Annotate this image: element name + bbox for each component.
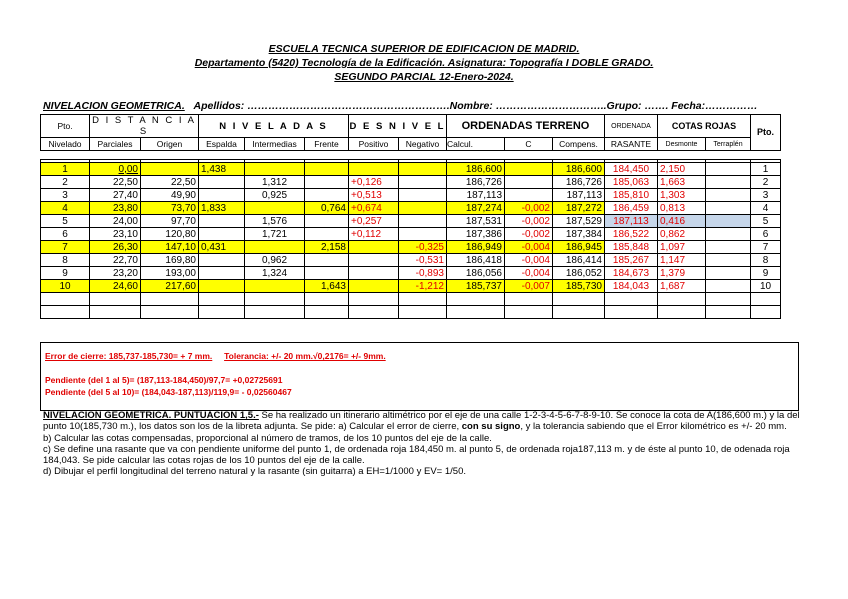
cell-desm: 1,303 [658, 189, 706, 202]
cell-desm: 1,097 [658, 241, 706, 254]
positivo-header: Positivo [349, 138, 399, 151]
cell-esp [199, 228, 245, 241]
cell-comp: 186,414 [553, 254, 605, 267]
cell-pto2: 5 [751, 215, 781, 228]
cell-orig: 147,10 [141, 241, 199, 254]
cell-neg: -0,325 [399, 241, 447, 254]
statement-title: NIVELACION GEOMETRICA. PUNTUACION 1,5.- [43, 410, 259, 421]
cell-terr [706, 228, 751, 241]
cell-pos: +0,112 [349, 228, 399, 241]
cell-neg [399, 293, 447, 306]
cell-calc: 187,386 [447, 228, 505, 241]
cell-fre: 2,158 [305, 241, 349, 254]
ordenadas-terreno-header: ORDENADAS TERRENO [447, 115, 605, 138]
student-form-line [43, 100, 758, 112]
statement-p1a: Se ha realizado un itinerario altimétrico por el eje de una calle 1-2-3-4-5-6-7-8-9-10. Se conoce la cota de A(186,600 m.) y la del punto 10(185,730 m.), los datos son los de la libreta adjunta. Se pide: a) Calcular el error de cierre, [43, 410, 800, 433]
cell-c: -0,004 [505, 267, 553, 280]
cell-ras: 185,810 [605, 189, 658, 202]
cell-calc: 187,113 [447, 189, 505, 202]
cell-orig [141, 163, 199, 176]
cell-parc: 27,40 [90, 189, 141, 202]
rasante-header: RASANTE [605, 138, 658, 151]
cell-orig [141, 293, 199, 306]
cell-fre [305, 254, 349, 267]
cell-pto: 10 [41, 280, 90, 293]
cell-desm: 1,379 [658, 267, 706, 280]
cell-desm [658, 293, 706, 306]
cell-inter: 0,925 [245, 189, 305, 202]
pendiente-1-5: Pendiente (del 1 al 5)= (187,113-184,450)/97,7= +0,02725691 [45, 375, 283, 385]
cell-comp: 187,272 [553, 202, 605, 215]
blank-row [41, 306, 781, 319]
cell-pto: 9 [41, 267, 90, 280]
cell-calc [447, 293, 505, 306]
cell-parc: 26,30 [90, 241, 141, 254]
cell-parc [90, 293, 141, 306]
cell-parc: 22,70 [90, 254, 141, 267]
cell-terr [706, 241, 751, 254]
compens-header: Compens. [553, 138, 605, 151]
cell-desm: 0,813 [658, 202, 706, 215]
cell-comp: 186,600 [553, 163, 605, 176]
cell-pto [41, 293, 90, 306]
cell-esp [199, 306, 245, 319]
cell-comp [553, 293, 605, 306]
terraplen-header: Terraplén [706, 138, 751, 151]
cell-neg: -0,531 [399, 254, 447, 267]
cell-desm: 0,862 [658, 228, 706, 241]
cell-neg [399, 228, 447, 241]
table-row [41, 189, 781, 202]
cell-pos: +0,126 [349, 176, 399, 189]
cell-calc: 186,418 [447, 254, 505, 267]
nivelado-header: Nivelado [41, 138, 90, 151]
cell-parc: 24,00 [90, 215, 141, 228]
cell-fre [305, 189, 349, 202]
statement-p4: d) Dibujar el perfil longitudinal del terreno natural y la rasante (sin guitarra) a EH=1/1000 y EV= 1/50. [43, 466, 466, 478]
cell-fre: 1,643 [305, 280, 349, 293]
table-row [41, 202, 781, 215]
cell-ras: 186,522 [605, 228, 658, 241]
calcul-header: Calcul. [447, 138, 505, 151]
cell-neg [399, 306, 447, 319]
cell-esp [199, 254, 245, 267]
cell-pto2: 4 [751, 202, 781, 215]
cell-neg [399, 189, 447, 202]
cell-pto [41, 306, 90, 319]
cell-pos [349, 163, 399, 176]
cell-desm: 1,663 [658, 176, 706, 189]
cell-calc: 186,600 [447, 163, 505, 176]
cell-neg [399, 215, 447, 228]
cell-neg [399, 202, 447, 215]
cell-desm: 0,416 [658, 215, 706, 228]
cell-c: -0,002 [505, 202, 553, 215]
statement-p1c: , y la tolerancia sabiendo que el Error kilométrico es +/- 20 mm. [520, 421, 787, 433]
cell-fre [305, 163, 349, 176]
statement-p1 [43, 410, 808, 433]
cell-c: -0,004 [505, 241, 553, 254]
cell-orig: 120,80 [141, 228, 199, 241]
cell-parc: 24,60 [90, 280, 141, 293]
cell-pto2: 7 [751, 241, 781, 254]
cell-orig: 97,70 [141, 215, 199, 228]
cell-inter [245, 163, 305, 176]
cell-fre [305, 267, 349, 280]
cell-pos [349, 280, 399, 293]
form-fields: Apellidos: ………………………………………………….Nombre: …………………………..Grupo: ……. Fecha:…………… [193, 100, 758, 112]
cell-esp: 1,438 [199, 163, 245, 176]
cell-pos: +0,257 [349, 215, 399, 228]
statement-p2: b) Calcular las cotas compensadas, proporcional al número de tramos, de los 10 puntos del eje de la calle. [43, 432, 492, 444]
cell-c [505, 189, 553, 202]
cell-orig: 193,00 [141, 267, 199, 280]
results-box [40, 342, 799, 411]
cell-terr [706, 215, 751, 228]
origen-header: Origen [141, 138, 199, 151]
cell-fre [305, 215, 349, 228]
cell-pto2: 8 [751, 254, 781, 267]
cell-terr [706, 267, 751, 280]
cell-inter [245, 241, 305, 254]
cotas-rojas-header: COTAS ROJAS [658, 115, 751, 138]
cell-c [505, 306, 553, 319]
cell-inter [245, 202, 305, 215]
table-row [41, 228, 781, 241]
cell-comp [553, 306, 605, 319]
cell-inter [245, 293, 305, 306]
cell-esp: 1,833 [199, 202, 245, 215]
cell-neg: -0,893 [399, 267, 447, 280]
cell-inter: 1,721 [245, 228, 305, 241]
cell-pto: 2 [41, 176, 90, 189]
cell-comp: 186,052 [553, 267, 605, 280]
levelling-table [40, 159, 781, 319]
form-title: NIVELACION GEOMETRICA. [43, 100, 185, 112]
cell-pto2: 10 [751, 280, 781, 293]
cell-terr [706, 280, 751, 293]
desnivel-header: D E S N I V E L [349, 115, 447, 138]
table-row [41, 280, 781, 293]
cell-c [505, 293, 553, 306]
cell-pto: 8 [41, 254, 90, 267]
niveladas-header: N I V E L A D A S [199, 115, 349, 138]
error-tolerance-line [45, 351, 386, 361]
pto-header: Pto. [41, 115, 90, 138]
cell-esp [199, 189, 245, 202]
cell-orig: 217,60 [141, 280, 199, 293]
cell-esp [199, 280, 245, 293]
cell-pto: 4 [41, 202, 90, 215]
cell-ras: 186,459 [605, 202, 658, 215]
cell-pos: +0,513 [349, 189, 399, 202]
cell-comp: 187,529 [553, 215, 605, 228]
espalda-header: Espalda [199, 138, 245, 151]
cell-inter [245, 280, 305, 293]
pendiente-5-10: Pendiente (del 5 al 10)= (184,043-187,113)/119,9= - 0,02560467 [45, 387, 292, 397]
cell-pto2 [751, 306, 781, 319]
school-title: ESCUELA TECNICA SUPERIOR DE EDIFICACION DE MADRID. [268, 43, 580, 55]
cell-terr [706, 176, 751, 189]
cell-ras: 184,450 [605, 163, 658, 176]
cell-pto: 5 [41, 215, 90, 228]
distancias-header: D I S T A N C I A S [90, 115, 199, 138]
column-header-table [40, 114, 781, 151]
cell-pto: 1 [41, 163, 90, 176]
cell-neg [399, 176, 447, 189]
cell-pto2: 2 [751, 176, 781, 189]
cell-pto: 3 [41, 189, 90, 202]
cell-ras [605, 306, 658, 319]
cell-ras [605, 293, 658, 306]
cell-terr [706, 254, 751, 267]
cell-terr [706, 189, 751, 202]
negativo-header: Negativo [399, 138, 447, 151]
cell-fre [305, 228, 349, 241]
table-row [41, 267, 781, 280]
cell-ras: 187,113 [605, 215, 658, 228]
parciales-header: Parciales [90, 138, 141, 151]
cell-inter [245, 306, 305, 319]
cell-orig: 49,90 [141, 189, 199, 202]
cell-neg [399, 163, 447, 176]
cell-terr [706, 293, 751, 306]
cell-ras: 184,673 [605, 267, 658, 280]
cell-pos: +0,674 [349, 202, 399, 215]
c-header: C [505, 138, 553, 151]
cell-pto2: 6 [751, 228, 781, 241]
cell-c: -0,002 [505, 228, 553, 241]
desmonte-header: Desmonte [658, 138, 706, 151]
cell-pos [349, 306, 399, 319]
cell-pto2 [751, 293, 781, 306]
pto-right-header: Pto. [751, 115, 781, 151]
cell-desm: 2,150 [658, 163, 706, 176]
cell-orig: 169,80 [141, 254, 199, 267]
cell-esp: 0,431 [199, 241, 245, 254]
cell-inter: 1,312 [245, 176, 305, 189]
cell-esp [199, 215, 245, 228]
exam-title: SEGUNDO PARCIAL 12-Enero-2024. [334, 71, 514, 83]
cell-comp: 187,113 [553, 189, 605, 202]
cell-c: -0,007 [505, 280, 553, 293]
intermedias-header: Intermedias [245, 138, 305, 151]
cell-ras: 185,267 [605, 254, 658, 267]
cell-inter: 1,324 [245, 267, 305, 280]
exercise-statement [43, 410, 808, 478]
cell-fre: 0,764 [305, 202, 349, 215]
table-row [41, 254, 781, 267]
cell-c [505, 176, 553, 189]
cell-pos [349, 267, 399, 280]
cell-parc: 23,80 [90, 202, 141, 215]
cell-orig: 73,70 [141, 202, 199, 215]
cell-calc [447, 306, 505, 319]
cell-c: -0,004 [505, 254, 553, 267]
cell-orig: 22,50 [141, 176, 199, 189]
cell-pto2: 3 [751, 189, 781, 202]
cell-pos [349, 241, 399, 254]
cell-parc: 23,20 [90, 267, 141, 280]
frente-header: Frente [305, 138, 349, 151]
cell-desm [658, 306, 706, 319]
tolerancia: Tolerancia: +/- 20 mm.√0,2176= +/- 9mm. [224, 351, 386, 361]
cell-parc: 23,10 [90, 228, 141, 241]
statement-p1b: con su signo [461, 421, 521, 433]
cell-parc: 22,50 [90, 176, 141, 189]
cell-pto2: 9 [751, 267, 781, 280]
cell-desm: 1,147 [658, 254, 706, 267]
cell-inter: 1,576 [245, 215, 305, 228]
cell-c [505, 163, 553, 176]
table-row [41, 163, 781, 176]
cell-calc: 186,056 [447, 267, 505, 280]
cell-esp [199, 267, 245, 280]
error-de-cierre: Error de cierre: 185,737-185,730= + 7 mm. [45, 351, 213, 361]
table-row [41, 215, 781, 228]
cell-terr [706, 202, 751, 215]
cell-esp [199, 176, 245, 189]
cell-fre [305, 176, 349, 189]
cell-calc: 186,726 [447, 176, 505, 189]
cell-parc: 0,00 [90, 163, 141, 176]
cell-terr [706, 306, 751, 319]
cell-comp: 185,730 [553, 280, 605, 293]
cell-comp: 186,726 [553, 176, 605, 189]
cell-parc [90, 306, 141, 319]
blank-row [41, 293, 781, 306]
cell-fre [305, 306, 349, 319]
cell-calc: 187,531 [447, 215, 505, 228]
cell-ras: 184,043 [605, 280, 658, 293]
cell-pto: 6 [41, 228, 90, 241]
table-row [41, 176, 781, 189]
cell-pos [349, 293, 399, 306]
cell-comp: 187,384 [553, 228, 605, 241]
cell-pos [349, 254, 399, 267]
cell-orig [141, 306, 199, 319]
cell-calc: 186,949 [447, 241, 505, 254]
cell-ras: 185,848 [605, 241, 658, 254]
ordenada-header: ORDENADA [605, 115, 658, 138]
cell-pto: 7 [41, 241, 90, 254]
cell-comp: 186,945 [553, 241, 605, 254]
cell-pto2: 1 [751, 163, 781, 176]
cell-desm: 1,687 [658, 280, 706, 293]
department-line: Departamento (5420) Tecnología de la Edificación. Asignatura: Topografía I DOBLE GRADO. [194, 57, 654, 69]
table-row [41, 241, 781, 254]
cell-calc: 185,737 [447, 280, 505, 293]
cell-fre [305, 293, 349, 306]
cell-neg: -1,212 [399, 280, 447, 293]
cell-terr [706, 163, 751, 176]
cell-ras: 185,063 [605, 176, 658, 189]
cell-calc: 187,274 [447, 202, 505, 215]
cell-c: -0,002 [505, 215, 553, 228]
statement-p3: c) Se define una rasante que va con pendiente uniforme del punto 1, de ordenada roja 184,450 m. al punto 5, de ordenada roja187,113 m. y de éste al punto 10, de odenada roja 184,043. Se pide calcular las cotas rojas de los 10 puntos del eje de la calle. [43, 443, 790, 467]
cell-esp [199, 293, 245, 306]
cell-inter: 0,962 [245, 254, 305, 267]
